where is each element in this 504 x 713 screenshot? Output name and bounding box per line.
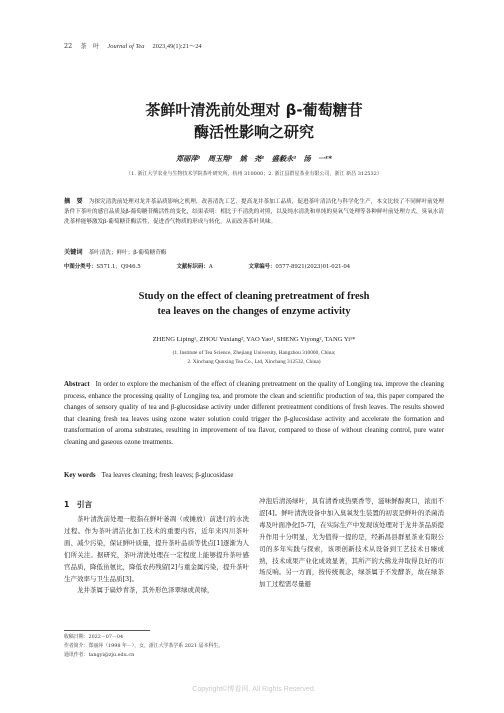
page-number: 22 (64, 42, 73, 50)
footnote-contact: 通讯作者：tangyi@zju.edu.cn (64, 652, 135, 659)
footnote-author-bio: 作者简介：郑丽萍（1998 年－），女，浙江大学茶学系 2021 届本科生。 (64, 643, 224, 650)
authors-zh: 郑丽萍¹ 周玉翔² 姚 尧¹ 盛毅永² 汤 一¹* (175, 154, 333, 163)
document-code: 文献标识码：A (176, 264, 213, 270)
footnote-received: 收稿日期：2022－07－04 (64, 634, 124, 640)
affiliation-zh: （1. 浙江大学农业与生物技术学院茶叶研究所，杭州 310000；2. 浙江县群星茶业有限公司，浙江 新昌 312532） (126, 171, 382, 177)
article-number: 文章编号：0577-8921(2023)01-021-04 (248, 264, 351, 270)
body-paragraph: 冲泡后清汤绿叶，具有清香或热栗香等，滋味鲜醇爽口，浓而不涩[4]。鲜叶清洗设备中加入臭氧发生装置的初衷是鲜叶的杀菌消毒及叶面净化[5-7]，在实际生产中发现该处理对于龙井茶品质提升作用十分明显，尤为值得一提的是，经新昌县群星茶业有限公司的多年实践与探索，该项创新技术从设备到工艺技术日臻成熟，技术成果产业化成效显著，其所产的大佛龙井取得良好的市场反响。另一方面，按传统观念，绿茶属于不发酵茶，故在绿茶加工过程需尽量避 (259, 497, 444, 589)
abstract-en (64, 379, 444, 449)
title-zh-line2: 酶活性影响之研究 (193, 123, 314, 141)
abstract-zh-text: 为探究清洗前处理对龙井茶品质影响之机理，改善清洗工艺，提高龙井茶加工品质，促进茶叶清洁化与科学化生产，本文比较了不同鲜叶前处理条件下茶叶的感官品质及β-葡萄糖苷酶活性的变化，结果表明：相比于不清洗的对照，以及纯水清洗和单纯的臭氧气处理等各种鲜叶前处理方式，臭氧水清洗茶样能够激发β-葡萄糖苷酶活性，促进香气物质的形成与转化，从而改善茶叶风味。 (64, 199, 444, 226)
volume-info: 2023,49(1):21～24 (152, 43, 202, 50)
affiliation-en-line1: (1. Institute of Tea Science, Zhejiang University, Hangzhou 310000, China; (172, 350, 336, 356)
keywords-en-text: Tea leaves cleaning; fresh leaves; β-glucosidase (101, 472, 234, 479)
body-paragraph: 龙井茶属于扁炒青茶，其外形色泽翠绿或黄绿， (77, 586, 214, 595)
footnote-divider (64, 630, 150, 631)
keywords-zh-text: 茶叶清洗；鲜叶；β-葡萄糖苷酶 (88, 250, 167, 256)
keywords-zh (64, 247, 444, 256)
classification-row (64, 262, 444, 270)
title-zh (64, 99, 444, 143)
section-heading-intro: 1 引言 (64, 500, 93, 509)
body-column-left (64, 496, 249, 597)
keywords-zh-label: 关键词 (64, 249, 83, 256)
keywords-en (64, 472, 444, 479)
title-en-line2: tea leaves on the changes of enzyme activity (157, 306, 351, 317)
affiliation-en-line2: 2. Xinchang Qunxing Tea Co., Ltd, Xinchang 312532, China) (187, 359, 321, 365)
body-column-right (259, 496, 444, 591)
running-header (64, 41, 444, 53)
journal-name-en: Journal of Tea (107, 43, 145, 50)
clc-number: 中图分类号：S571.1；Q946.5 (64, 264, 141, 270)
footnotes (64, 633, 249, 661)
title-en (64, 289, 444, 319)
abstract-zh (64, 197, 444, 228)
abstract-en-text: In order to explore the mechanism of the effect of cleaning pretreatment on the quality of Longjing tea, improve the cleaning process, enhance the processing quality of Longjing tea, and promote the clean and scientific production of tea, this paper compared the changes of sensory quality of tea and β-glucosidase activity under different pretreatment conditions of fresh leaves. The results showed that cleaning fresh tea leaves using ozone water solution could trigger the β-glucosidase activity and accelerate the formation and transformation of aroma substrates, resulting in improvement of tea flavor, compared to those of without cleaning control, pure water cleaning and gaseous ozone treatments. (64, 381, 444, 446)
title-zh-line1: 茶鲜叶清洗前处理对 β-葡萄糖苷 (145, 101, 363, 119)
keywords-en-label: Key words (64, 472, 96, 479)
abstract-zh-label: 摘 要 (64, 198, 83, 205)
journal-name-zh: 茶 叶 (80, 42, 100, 50)
authors-en: ZHENG Liping¹, ZHOU Yuxiang², YAO Yao¹, SHENG Yiyong², TANG Yi¹* (152, 336, 356, 343)
title-en-line1: Study on the effect of cleaning pretreatment of fresh (138, 291, 370, 302)
affiliation-en (64, 349, 444, 367)
abstract-en-label: Abstract (64, 381, 90, 388)
body-paragraph: 茶叶清洗前处理一般指在鲜叶萎凋（或摊放）前进行的水洗过程。作为茶叶清洁化加工技术的重要内容，近年来四川茶叶面、减少污染，保证鲜叶质量，提升茶叶品质等优点[1]逐渐为人们所关注。据研究，茶叶清洗处理在一定程度上能够提升茶叶感官品质，降低甾氨比，降低农药残留[2]与重金属污染，提升茶叶生产效率与卫生品质[3]。 (64, 515, 249, 583)
copyright-watermark: Copyright©博看网. All Rights Reserved. (192, 686, 316, 693)
